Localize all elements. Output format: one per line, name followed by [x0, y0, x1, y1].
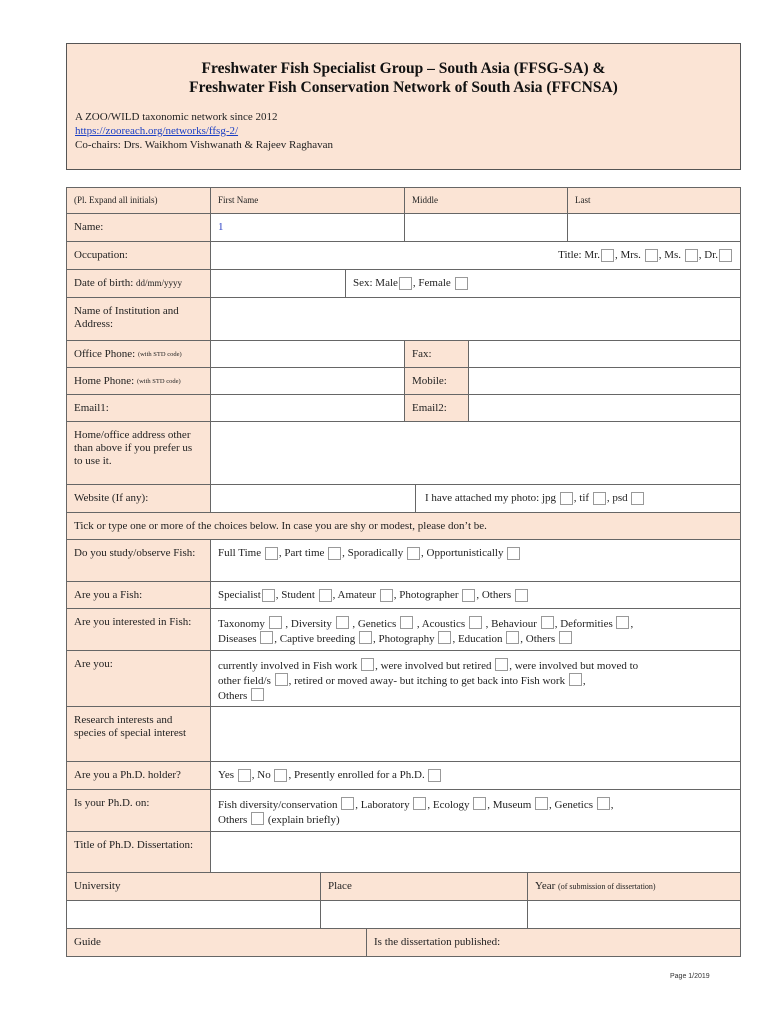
study-sporadic-label: , Sporadically — [342, 547, 404, 559]
cochairs-text: Co-chairs: Drs. Waikhom Vishwanath & Rajeev Raghavan — [75, 139, 334, 151]
title-mr-checkbox[interactable] — [601, 249, 614, 262]
ay-retired-label: , were involved but retired — [375, 660, 492, 672]
fax-field[interactable] — [468, 340, 741, 368]
photo-tif-label: , tif — [573, 492, 590, 504]
int-acoustics-label: , Acoustics — [416, 618, 466, 630]
study-label-text: Do you study/observe Fish: — [74, 547, 196, 559]
phd-label — [66, 761, 211, 790]
phd-on-label-text: Is your Ph.D. on: — [74, 797, 150, 809]
name-label-text: Name: — [74, 221, 104, 233]
on-diversity-checkbox[interactable] — [341, 797, 354, 810]
interest-options — [210, 608, 741, 651]
fish-others-label: , Others — [476, 588, 512, 601]
last-name-field[interactable] — [567, 213, 741, 242]
on-diversity-label: Fish diversity/conservation — [218, 799, 338, 811]
study-part-checkbox[interactable] — [328, 547, 341, 560]
phd-on-options — [210, 789, 741, 832]
dissertation-label — [66, 831, 211, 873]
study-opportunistic-checkbox[interactable] — [507, 547, 520, 560]
email1-field[interactable] — [210, 394, 405, 422]
int-deformities-checkbox[interactable] — [616, 616, 629, 629]
int-behaviour-label: , Behaviour — [485, 618, 537, 630]
home-phone-label-text: Home Phone: — [74, 374, 135, 387]
are-fish-label-text: Are you a Fish: — [74, 588, 143, 601]
phd-yes-checkbox[interactable] — [238, 769, 251, 782]
middle-header-text: Middle — [412, 195, 438, 205]
int-education-checkbox[interactable] — [506, 631, 519, 644]
first-name-value: 1 — [218, 221, 224, 233]
title-line-1: Freshwater Fish Specialist Group – South Asia (FFSG-SA) & — [201, 60, 606, 77]
int-genetics-label: , Genetics — [352, 618, 397, 630]
int-education-label: , Education — [452, 633, 503, 645]
dob-format-text: dd/mm/yyyy — [136, 278, 183, 288]
sex-female-checkbox[interactable] — [455, 277, 468, 290]
int-others-checkbox[interactable] — [559, 631, 572, 644]
alt-address-label-text: Home/office address other than above if you prefer us to use it. — [74, 429, 193, 467]
study-full-label: Full Time — [218, 547, 262, 559]
fish-photographer-checkbox[interactable] — [462, 589, 475, 602]
sex-female-label: , Female — [412, 277, 451, 289]
phd-label-text: Are you a Ph.D. holder? — [74, 769, 181, 781]
int-captive-label: , Captive breeding — [274, 633, 356, 645]
alt-address-field[interactable] — [210, 421, 741, 485]
sex-male-checkbox[interactable] — [399, 277, 412, 290]
int-taxonomy-label: Taxonomy — [218, 618, 265, 630]
email2-label — [404, 394, 469, 422]
ay-other-field-checkbox[interactable] — [275, 673, 288, 686]
int-behaviour-checkbox[interactable] — [541, 616, 554, 629]
on-comma: , — [610, 799, 614, 811]
int-acoustics-checkbox[interactable] — [469, 616, 482, 629]
office-phone-label — [66, 340, 211, 368]
on-lab-checkbox[interactable] — [413, 797, 426, 810]
dissertation-field[interactable] — [210, 831, 741, 873]
dob-label-text: Date of birth: — [74, 277, 134, 289]
office-phone-label-text: Office Phone: — [74, 347, 136, 360]
photo-jpg-label: I have attached my photo: jpg — [425, 492, 557, 504]
title-mrs-checkbox[interactable] — [645, 249, 658, 262]
int-diversity-label: , Diversity — [285, 618, 332, 630]
home-phone-label — [66, 367, 211, 395]
choices-note-text: Tick or type one or more of the choices below. In case you are shy or modest, please don’t be. — [74, 519, 487, 532]
study-opportunistic-label: , Opportunistically — [421, 547, 504, 559]
year-header-text: Year — [535, 880, 556, 892]
int-diseases-checkbox[interactable] — [260, 631, 273, 644]
place-header — [320, 872, 528, 901]
research-label-text: Research interests and species of special interest — [74, 714, 187, 739]
int-others-label: , Others — [520, 633, 556, 645]
ay-others-label: Others — [218, 690, 248, 702]
ay-itching-checkbox[interactable] — [569, 673, 582, 686]
study-options — [210, 539, 741, 582]
ay-current-label: currently involved in Fish work — [218, 660, 358, 672]
alt-address-label — [66, 421, 211, 485]
on-ecology-checkbox[interactable] — [473, 797, 486, 810]
on-genetics-checkbox[interactable] — [597, 797, 610, 810]
fish-specialist-checkbox[interactable] — [262, 589, 275, 602]
mobile-label — [404, 367, 469, 395]
office-std-note: (with STD code) — [137, 350, 182, 358]
on-explain-label: (explain briefly) — [267, 814, 340, 826]
phd-on-label — [66, 789, 211, 832]
email1-label — [66, 394, 211, 422]
on-museum-checkbox[interactable] — [535, 797, 548, 810]
int-diversity-checkbox[interactable] — [336, 616, 349, 629]
int-genetics-checkbox[interactable] — [400, 616, 413, 629]
first-name-field[interactable] — [210, 213, 405, 242]
are-you-label-text: Are you: — [74, 658, 113, 670]
study-full-checkbox[interactable] — [265, 547, 278, 560]
phd-enrolled-checkbox[interactable] — [428, 769, 441, 782]
on-genetics-label: , Genetics — [549, 799, 593, 811]
title-mr-label: Title: Mr. — [558, 249, 600, 261]
dissertation-label-text: Title of Ph.D. Dissertation: — [74, 839, 194, 851]
office-phone-field[interactable] — [210, 340, 405, 368]
are-fish-label — [66, 581, 211, 609]
last-header — [567, 187, 741, 214]
sex-male-label: Sex: Male — [353, 277, 398, 289]
title-ms-checkbox[interactable] — [685, 249, 698, 262]
occupation-label-text: Occupation: — [74, 249, 128, 261]
university-field[interactable] — [66, 900, 321, 929]
middle-name-field[interactable] — [404, 213, 568, 242]
study-label — [66, 539, 211, 582]
interest-label — [66, 608, 211, 651]
int-deformities-label: , Deformities — [554, 618, 613, 630]
place-header-text: Place — [328, 880, 352, 892]
ay-other-field-label: other field/s — [218, 675, 271, 687]
photo-tif-checkbox[interactable] — [593, 492, 606, 505]
int-diseases-label: Diseases — [218, 633, 257, 645]
study-part-label: , Part time — [278, 547, 325, 559]
phd-no-label: , No — [251, 769, 271, 781]
occupation-label — [66, 241, 211, 270]
ay-retired-checkbox[interactable] — [495, 658, 508, 671]
website-label-text: Website (If any): — [74, 492, 149, 504]
first-name-header-text: First Name — [218, 195, 259, 205]
are-you-label — [66, 650, 211, 707]
int-captive-checkbox[interactable] — [359, 631, 372, 644]
first-name-header — [210, 187, 405, 214]
int-comma: , — [630, 618, 634, 630]
on-ecology-label: , Ecology — [427, 799, 470, 811]
title-dr-label: , Dr. — [698, 249, 718, 261]
occupation-field[interactable] — [210, 241, 741, 270]
are-you-options — [210, 650, 741, 707]
study-sporadic-checkbox[interactable] — [407, 547, 420, 560]
fax-label-text: Fax: — [412, 347, 432, 360]
ay-moved-label: , were involved but moved to — [509, 660, 639, 672]
ay-comma: , — [582, 675, 586, 687]
institution-field[interactable] — [210, 297, 741, 341]
email2-field[interactable] — [468, 394, 741, 422]
on-others-checkbox[interactable] — [251, 812, 264, 825]
research-field[interactable] — [210, 706, 741, 762]
institution-label-text: Name of Institution and Address: — [74, 305, 179, 330]
fish-student-checkbox[interactable] — [319, 589, 332, 602]
fish-student-label: , Student — [275, 588, 315, 601]
title-mrs-label: , Mrs. — [614, 249, 641, 261]
ay-itching-label: , retired or moved away- but itching to get back into Fish work — [288, 675, 566, 687]
website-label — [66, 484, 211, 513]
phd-yes-label: Yes — [218, 769, 235, 781]
int-photography-label: , Photography — [372, 633, 435, 645]
photo-psd-checkbox[interactable] — [631, 492, 644, 505]
email1-label-text: Email1: — [74, 401, 109, 414]
published-label — [366, 928, 741, 957]
last-header-text: Last — [575, 195, 591, 205]
header-box — [66, 43, 741, 170]
home-std-note: (with STD code) — [136, 377, 181, 385]
title-ms-label: , Ms. — [658, 249, 681, 261]
fish-photographer-label: , Photographer — [393, 588, 459, 601]
on-lab-label: , Laboratory — [355, 799, 410, 811]
university-header-text: University — [74, 880, 121, 892]
fish-amateur-checkbox[interactable] — [380, 589, 393, 602]
phd-no-checkbox[interactable] — [274, 769, 287, 782]
int-taxonomy-checkbox[interactable] — [269, 616, 282, 629]
university-header — [66, 872, 321, 901]
institution-label — [66, 297, 211, 341]
fish-others-checkbox[interactable] — [515, 589, 528, 602]
on-museum-label: , Museum — [487, 799, 532, 811]
home-phone-field[interactable] — [210, 367, 405, 395]
website-field[interactable] — [210, 484, 416, 513]
int-photography-checkbox[interactable] — [438, 631, 451, 644]
dob-label — [66, 269, 211, 298]
year-header — [527, 872, 741, 901]
choices-note — [66, 512, 741, 540]
expand-initials-text: (Pl. Expand all initials) — [74, 195, 158, 205]
are-fish-options — [210, 581, 741, 609]
year-note-text: (of submission of dissertation) — [558, 882, 656, 891]
on-others-label: Others — [218, 814, 248, 826]
email2-label-text: Email2: — [412, 401, 447, 414]
mobile-field[interactable] — [468, 367, 741, 395]
photo-jpg-checkbox[interactable] — [560, 492, 573, 505]
photo-field — [415, 484, 741, 513]
sex-field — [345, 269, 741, 298]
photo-psd-label: , psd — [606, 492, 628, 504]
interest-label-text: Are you interested in Fish: — [74, 616, 192, 628]
fish-specialist-label: Specialist — [218, 588, 261, 601]
network-url-link[interactable]: https://zooreach.org/networks/ffsg-2/ — [75, 125, 239, 137]
dob-field[interactable] — [210, 269, 346, 298]
phd-options — [210, 761, 741, 790]
place-field[interactable] — [320, 900, 528, 929]
middle-header — [404, 187, 568, 214]
fish-amateur-label: , Amateur — [332, 588, 377, 601]
fax-label — [404, 340, 469, 368]
guide-label — [66, 928, 367, 957]
published-label-text: Is the dissertation published: — [374, 936, 501, 948]
ay-current-checkbox[interactable] — [361, 658, 374, 671]
ay-others-checkbox[interactable] — [251, 688, 264, 701]
research-label — [66, 706, 211, 762]
title-line-2: Freshwater Fish Conservation Network of South Asia (FFCNSA) — [189, 79, 618, 96]
mobile-label-text: Mobile: — [412, 374, 447, 387]
year-field[interactable] — [527, 900, 741, 929]
guide-label-text: Guide — [74, 936, 101, 948]
name-label — [66, 213, 211, 242]
phd-enrolled-label: , Presently enrolled for a Ph.D. — [288, 769, 425, 781]
expand-initials-note — [66, 187, 211, 214]
title-dr-checkbox[interactable] — [719, 249, 732, 262]
page-number: Page 1/2019 — [670, 973, 710, 980]
network-text: A ZOO/WILD taxonomic network since 2012 — [75, 111, 278, 123]
